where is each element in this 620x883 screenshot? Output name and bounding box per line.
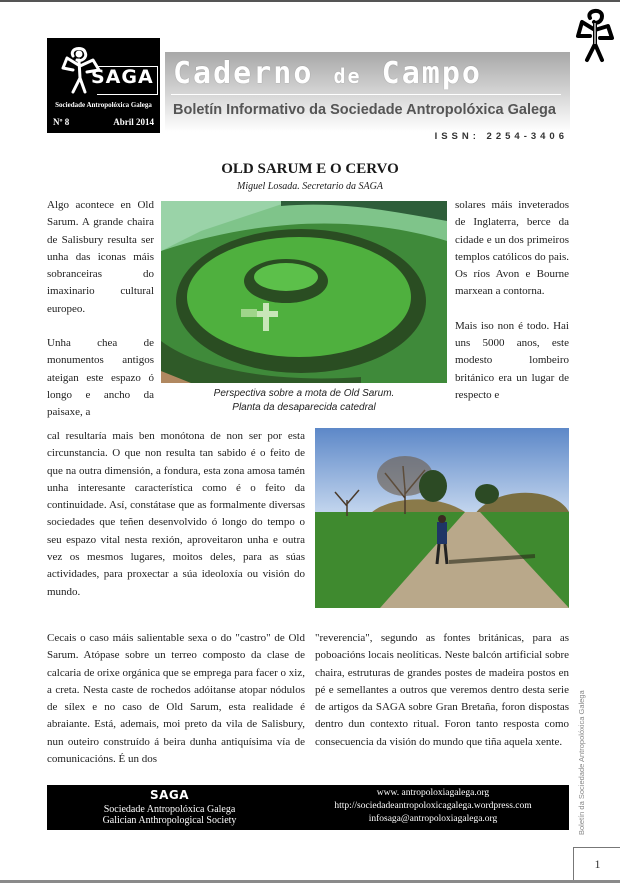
footer-org-english: Galician Anthropological Society [102, 815, 237, 826]
path-photo-illustration [315, 428, 569, 608]
title-word-1: Caderno [173, 56, 314, 91]
bulletin-title [173, 56, 482, 91]
article-right-column [455, 197, 569, 404]
page-number: 1 [594, 857, 601, 871]
top-border [0, 0, 620, 2]
article-left-column [47, 197, 154, 422]
article-bottom-left-column: Cecais o caso máis salientable sexa o do "castro" de Old Sarum. Atópase sobre un terreo composto da clase de calcaria de orixe orgánica que se emprega para facer o xiz, a creta. Nesta caste de rochedos adóitanse atopar nódulos de sílex e no caso de Old Sarum, esta realidade é abraiante. Está, ademais, moi preto da vila de Salisbury, nun outeiro construído á beira dunha antiquísima vía de comunicacións. É un dos [47, 632, 305, 766]
article-title: OLD SARUM E O CERVO [221, 161, 399, 177]
email-link[interactable]: infosaga@antropoloxiagalega.org [368, 814, 498, 824]
issn: ISSN: 2254-3406 [434, 131, 568, 142]
corner-figure-icon [572, 6, 618, 66]
website-link[interactable]: www. antropoloxiagalega.org [376, 788, 490, 798]
article-bottom-right-column: "reverencia", segundo as fontes británicas, para as poboacións locais neolíticas. Neste balcón artificial sobre chaira, estruturas de grandes postes de madeira postos en pé e semellantes a outros que veremos dentro desta serie de artigos da SAGA sobre Gran Bretaña, foron dispostas dentro dun contexto ritual. Foron tanto resposta como consecuencia da visión do mundo que tiña aquela xente. [315, 632, 569, 748]
footer-name: SAGA [149, 788, 190, 802]
title-word-3: Campo [381, 56, 482, 91]
old-sarum-path-photo [315, 428, 569, 608]
footer-org-galician: Sociedade Antropolóxica Galega [103, 804, 236, 815]
logo-org: Sociedade Antropolóxica Galega [55, 101, 152, 109]
banner-divider [171, 94, 561, 95]
paragraph: Mais iso non é todo. Hai uns 5000 anos, este modesto lombeiro británico era un lugar de respecto e [455, 319, 569, 401]
vertical-side-label: Boletín da Sociedade Antropolóxica Galega [577, 690, 586, 835]
aerial-photo-illustration [161, 201, 447, 383]
logo-name: SAGA [91, 66, 154, 88]
masthead-banner [165, 52, 570, 132]
footer-links [297, 787, 569, 826]
page-number-box [573, 847, 620, 880]
article-middle-area [47, 428, 569, 608]
bulletin-subtitle: Boletín Informativo da Sociedade Antropolóxica Galega [173, 102, 556, 118]
article-author: Miguel Losada. Secretario da SAGA [236, 181, 383, 192]
old-sarum-aerial-photo [161, 201, 447, 383]
article-top-area [47, 197, 569, 422]
caption-line: Perspectiva sobre a mota de Old Sarum. [213, 388, 395, 399]
issue-number: Nº 8 [53, 117, 70, 127]
footer-bar [47, 785, 569, 830]
blog-link[interactable]: http://sociedadeantropoloxicagalega.wordpress.com [334, 801, 532, 811]
title-word-2: de [333, 64, 362, 88]
caption-line: Planta da desaparecida catedral [232, 402, 376, 413]
saga-logo [47, 38, 160, 133]
issue-date: Abril 2014 [113, 117, 154, 127]
paragraph: solares máis inveterados de Inglaterra, berce da cidade e un dos primeiros templos católicos do pais. Os ríos Avon e Bourne marxean a contorna. [455, 199, 569, 298]
photo-caption [161, 387, 447, 415]
article-wide-paragraph: cal resultaría mais ben monótona de non ser por esta circunstancia. O que non resulta tan sabido é o feito de que na outra dimensión, a fondura, esta zona amosa tamén unha interesante característica como é o feito da continuidade. Así, constátase que as formalmente diversas sociedades que teñen desenvolvido ó longo do tempo o seu espazo vital nesta rexión, aproveitaron unha e outra vez os mesmos lugares, moitos deles, para as súas actividades, para proxectar a súa ideoloxía ou visión do mundo. [47, 430, 305, 598]
paragraph: Unha chea de monumentos antigos ateigan este espazo ó longo e ancho da paisaxe, a [47, 337, 154, 419]
article-bottom-area [47, 630, 569, 768]
paragraph: Algo acontece en Old Sarum. A grande chaira de Salisbury resulta ser unha das iconas máis sobranceiras do imaxinario cultural europeo. [47, 199, 154, 315]
